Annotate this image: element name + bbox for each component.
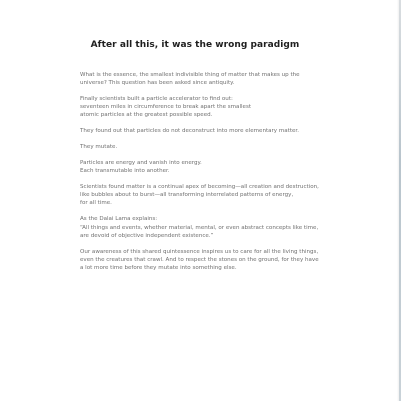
- paragraph-2: [80, 95, 380, 119]
- text-line: Scientists found matter is a continual apex of becoming—all creation and destruction,: [80, 184, 319, 191]
- text-line: for all time.: [80, 200, 112, 207]
- text-line: Particles are energy and vanish into energy.: [80, 160, 202, 167]
- paragraph-7: [80, 215, 380, 239]
- text-line: Our awareness of this shared quintessence inspires us to care for all the living things,: [80, 248, 319, 255]
- text-line: What is the essence, the smallest indivisible thing of matter that makes up the: [80, 72, 300, 78]
- text-line: atomic particles at the greatest possible speed.: [80, 112, 213, 119]
- body-text: [80, 71, 380, 280]
- text-line: As the Dalai Lama explains:: [80, 216, 158, 223]
- text-line: even the creatures that crawl. And to respect the stones on the ground, for they have: [80, 256, 319, 263]
- text-line: a lot more time before they mutate into something else.: [80, 264, 237, 271]
- page-title: After all this, it was the wrong paradigm: [90, 40, 300, 50]
- paragraph-3: [80, 127, 380, 135]
- text-line: They mutate.: [80, 144, 118, 151]
- paragraph-5: [80, 159, 380, 175]
- paragraph-6: [80, 183, 380, 207]
- text-line: Each transmutable into another.: [80, 168, 170, 175]
- text-line: universe? This question has been asked since antiquity.: [80, 80, 235, 87]
- text-line: They found out that particles do not deconstruct into more elementary matter.: [80, 128, 299, 135]
- text-line: Finally scientists built a particle accelerator to find out:: [80, 96, 233, 103]
- text-line: seventeen miles in circumference to break apart the smallest: [80, 104, 252, 111]
- text-line: are devoid of objective independent existence.”: [80, 232, 214, 239]
- paragraph-8: [80, 248, 380, 272]
- text-line: like bubbles about to burst—all transforming interrelated patterns of energy,: [80, 192, 294, 199]
- paragraph-4: [80, 143, 380, 151]
- paragraph-1: [80, 71, 380, 87]
- text-line: “All things and events, whether material, mental, or even abstract concepts like time,: [80, 224, 319, 231]
